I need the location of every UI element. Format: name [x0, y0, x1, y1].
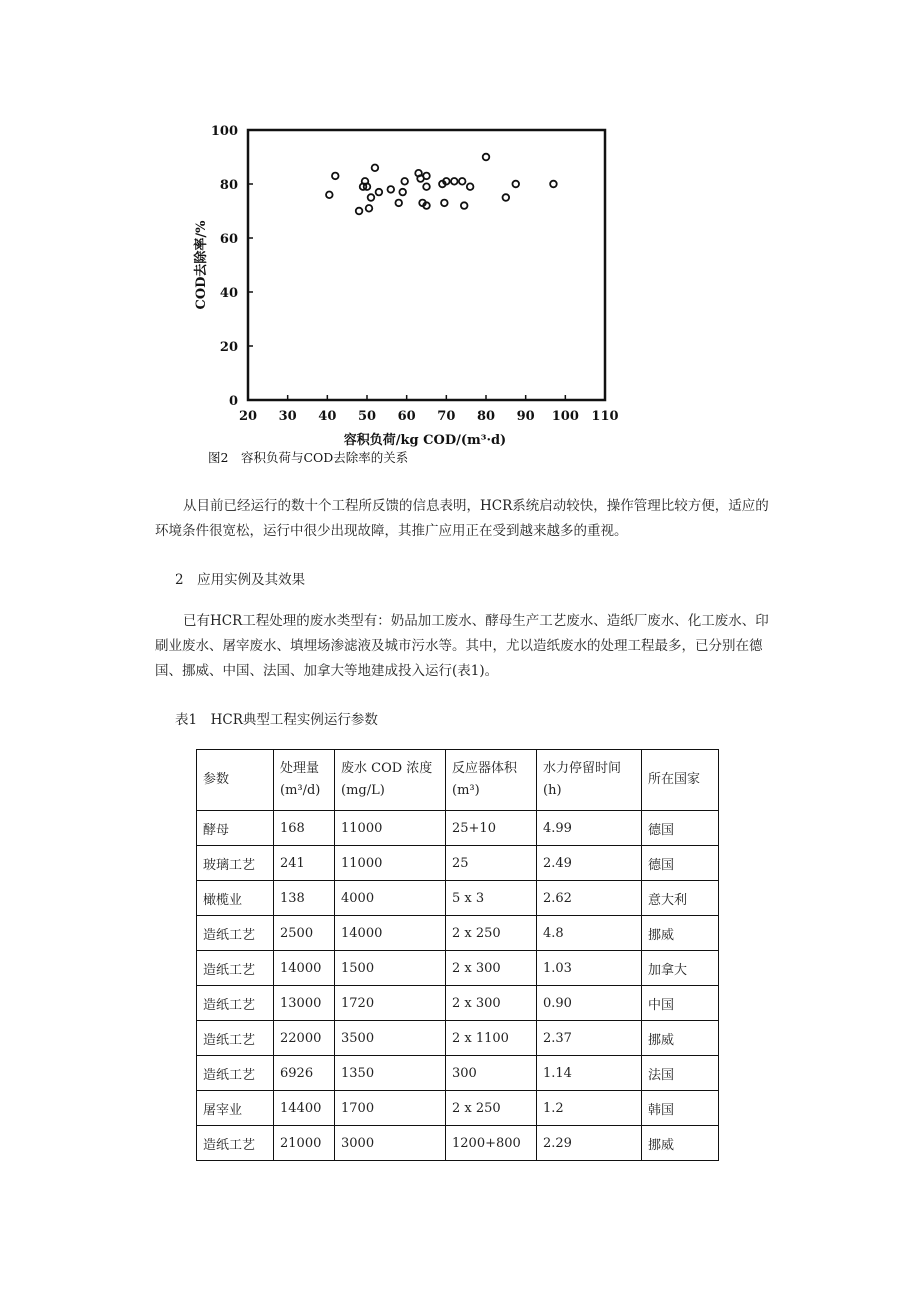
y-tick-label: 80 [219, 178, 238, 193]
header-line-2: (m³/d) [280, 783, 321, 798]
table-cell: 13000 [274, 986, 335, 1021]
data-point [512, 181, 519, 188]
table-cell: 14000 [335, 916, 446, 951]
figure-caption: 图2 容积负荷与COD去除率的关系 [208, 450, 409, 465]
plot-frame [248, 130, 605, 400]
y-axis-label: COD去除率/% [194, 220, 209, 310]
data-point [423, 173, 430, 180]
table-cell: 11000 [335, 811, 446, 846]
data-point [401, 178, 408, 185]
table-cell: 挪威 [642, 916, 719, 951]
data-point [368, 194, 375, 201]
x-axis-label: 容积负荷/kg COD/(m³·d) [343, 433, 507, 448]
header-line-1: 水力停留时间 [543, 761, 622, 776]
x-tick-label: 100 [551, 409, 579, 424]
data-point [503, 194, 510, 201]
table-cell: 橄榄业 [197, 881, 274, 916]
y-tick-label: 20 [219, 340, 238, 355]
table-row [197, 811, 719, 846]
y-tick-label: 100 [210, 124, 238, 139]
table-row [197, 1021, 719, 1056]
table-header-row [197, 750, 719, 811]
header-line-2: (h) [543, 783, 562, 798]
table-cell: 造纸工艺 [197, 1126, 274, 1161]
header-line-1: 废水 COD 浓度 [341, 761, 433, 776]
y-axis-ticks [211, 124, 253, 409]
data-point [459, 178, 466, 185]
table-cell: 4.99 [537, 811, 642, 846]
x-tick-label: 80 [476, 409, 496, 424]
x-tick-label: 40 [318, 409, 337, 424]
y-tick-label: 0 [228, 394, 238, 409]
header-line-2: (m³) [452, 783, 480, 798]
table-cell: 德国 [642, 846, 719, 881]
table-row [197, 1091, 719, 1126]
data-point [461, 202, 468, 209]
x-tick-label: 60 [397, 409, 416, 424]
table-cell: 300 [446, 1056, 537, 1091]
data-point [372, 165, 379, 172]
data-points [326, 154, 557, 215]
table-cell: 1.2 [537, 1091, 642, 1126]
table-cell: 韩国 [642, 1091, 719, 1126]
table-cell: 1700 [335, 1091, 446, 1126]
data-point [366, 205, 373, 212]
table-caption: 表1 HCR典型工程实例运行参数 [175, 712, 378, 728]
table-row [197, 881, 719, 916]
table-cell: 2.49 [537, 846, 642, 881]
table-header-cell [197, 750, 274, 811]
data-point [332, 173, 339, 180]
paragraph-1: 从目前已经运行的数十个工程所反馈的信息表明，HCR系统启动较快，操作管理比较方便，适应的环境条件很宽松，运行中很少出现故障，其推广应用正在受到越来越多的重视。 [155, 498, 769, 539]
table-cell: 1500 [335, 951, 446, 986]
table-cell: 德国 [642, 811, 719, 846]
table-cell: 2 x 1100 [446, 1021, 537, 1056]
table-cell: 25 [446, 846, 537, 881]
parameter-table [196, 749, 719, 1161]
table-cell: 造纸工艺 [197, 951, 274, 986]
table-row [197, 1126, 719, 1161]
table-cell: 1200+800 [446, 1126, 537, 1161]
data-point [550, 181, 557, 188]
table-cell: 1350 [335, 1056, 446, 1091]
paragraph-2: 已有HCR工程处理的废水类型有：奶品加工废水、酵母生产工艺废水、造纸厂废水、化工废水、印刷业废水、屠宰废水、填埋场渗滤液及城市污水等。其中，尤以造纸废水的处理工程最多，已分别在德国、挪威、中国、法国、加拿大等地建成投入运行(表1)。 [155, 613, 769, 679]
table-cell: 2 x 300 [446, 986, 537, 1021]
table-row [197, 986, 719, 1021]
table-cell: 6926 [274, 1056, 335, 1091]
table-row [197, 916, 719, 951]
table-cell: 3500 [335, 1021, 446, 1056]
table-cell: 22000 [274, 1021, 335, 1056]
table-cell: 加拿大 [642, 951, 719, 986]
x-tick-label: 110 [591, 409, 619, 424]
table-cell: 1.03 [537, 951, 642, 986]
data-point [326, 192, 333, 199]
table-cell: 14000 [274, 951, 335, 986]
table-cell: 造纸工艺 [197, 916, 274, 951]
table-header-cell [446, 750, 537, 811]
x-tick-label: 20 [238, 409, 258, 424]
data-point [376, 189, 383, 196]
x-tick-label: 90 [516, 409, 535, 424]
table-cell: 14400 [274, 1091, 335, 1126]
data-point [451, 178, 458, 185]
table-cell: 4000 [335, 881, 446, 916]
x-tick-label: 30 [278, 409, 297, 424]
table-cell: 中国 [642, 986, 719, 1021]
header-line-1: 反应器体积 [452, 761, 518, 776]
table-cell: 造纸工艺 [197, 1056, 274, 1091]
table-cell: 法国 [642, 1056, 719, 1091]
table-cell: 168 [274, 811, 335, 846]
table-cell: 11000 [335, 846, 446, 881]
table-header-cell [335, 750, 446, 811]
table-cell: 138 [274, 881, 335, 916]
table-row [197, 951, 719, 986]
table-header-cell [642, 750, 719, 811]
table-cell: 4.8 [537, 916, 642, 951]
table-cell: 玻璃工艺 [197, 846, 274, 881]
table-cell: 0.90 [537, 986, 642, 1021]
table-header-cell [537, 750, 642, 811]
table-cell: 5 x 3 [446, 881, 537, 916]
table-header-cell [274, 750, 335, 811]
table-cell: 造纸工艺 [197, 986, 274, 1021]
table-cell: 241 [274, 846, 335, 881]
header-line-1: 所在国家 [648, 772, 701, 787]
data-point [423, 183, 430, 190]
table-cell: 3000 [335, 1126, 446, 1161]
data-point [467, 183, 474, 190]
table-row [197, 846, 719, 881]
data-point [483, 154, 490, 161]
table-cell: 屠宰业 [197, 1091, 274, 1126]
table-cell: 2500 [274, 916, 335, 951]
table-cell: 2.62 [537, 881, 642, 916]
x-tick-label: 70 [437, 409, 456, 424]
section-heading: 2 应用实例及其效果 [175, 572, 306, 588]
header-line-1: 处理量 [280, 761, 320, 776]
table-cell: 2.37 [537, 1021, 642, 1056]
table-cell: 挪威 [642, 1126, 719, 1161]
data-point [441, 200, 448, 207]
scatter-chart [0, 0, 920, 470]
table-cell: 2 x 300 [446, 951, 537, 986]
table-cell: 2.29 [537, 1126, 642, 1161]
y-tick-label: 60 [219, 232, 238, 247]
table-cell: 挪威 [642, 1021, 719, 1056]
table-cell: 意大利 [642, 881, 719, 916]
x-tick-label: 50 [357, 409, 377, 424]
header-line-1: 参数 [203, 772, 230, 787]
table-cell: 酵母 [197, 811, 274, 846]
table-row [197, 1056, 719, 1091]
header-line-2: (mg/L) [341, 783, 385, 798]
y-tick-label: 40 [219, 286, 238, 301]
table-cell: 2 x 250 [446, 916, 537, 951]
table-cell: 1.14 [537, 1056, 642, 1091]
table-cell: 25+10 [446, 811, 537, 846]
data-point [399, 189, 406, 196]
table-cell: 1720 [335, 986, 446, 1021]
data-point [388, 186, 395, 193]
data-point [356, 208, 363, 215]
table-cell: 21000 [274, 1126, 335, 1161]
table-cell: 2 x 250 [446, 1091, 537, 1126]
table-cell: 造纸工艺 [197, 1021, 274, 1056]
data-point [395, 200, 402, 207]
